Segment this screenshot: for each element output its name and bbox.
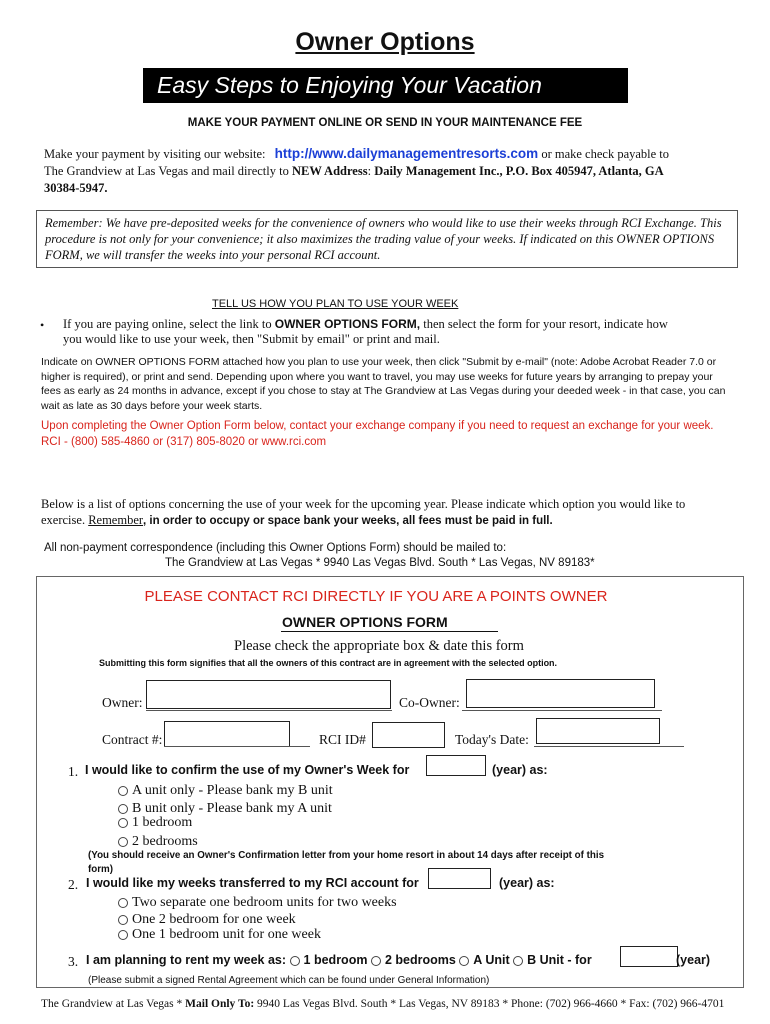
page-title: Owner Options bbox=[295, 28, 475, 56]
banner: Easy Steps to Enjoying Your Vacation bbox=[143, 68, 628, 103]
subheading: MAKE YOUR PAYMENT ONLINE OR SEND IN YOUR MAINTENANCE FEE bbox=[187, 117, 583, 129]
contract-input[interactable] bbox=[164, 721, 290, 747]
q2-suffix: (year) as: bbox=[499, 876, 555, 890]
rci-id-input[interactable] bbox=[372, 722, 445, 748]
q3-note: (Please submit a signed Rental Agreement which can be found under General Information) bbox=[88, 975, 490, 986]
footer-text: 9940 Las Vegas Blvd. South * Las Vegas, NV 89183 * Phone: (702) 966-4660 * Fax: (702) 966-4701 bbox=[257, 998, 725, 1010]
radio-icon[interactable] bbox=[459, 956, 469, 966]
q2-option-2-bedroom[interactable] bbox=[118, 912, 296, 928]
red-line: Upon completing the Owner Option Form below, contact your exchange company if you need to request an exchange for your week. bbox=[41, 420, 714, 432]
usage-paragraph bbox=[41, 355, 725, 413]
option-label: B Unit - for bbox=[527, 953, 592, 967]
q3-year-input[interactable] bbox=[620, 946, 678, 967]
option-label: A unit only - Please bank my B unit bbox=[132, 783, 333, 798]
q2-text: I would like my weeks transferred to my RCI account for bbox=[86, 876, 419, 890]
payment-prefix: Make your payment by visiting our website: bbox=[44, 147, 266, 161]
new-address-label: NEW Address bbox=[291, 164, 368, 178]
bullet-line-1 bbox=[63, 317, 668, 332]
footer-mail-only: Mail Only To: bbox=[185, 998, 255, 1010]
q1-option-1-bedroom[interactable] bbox=[118, 815, 192, 831]
date-input[interactable] bbox=[536, 718, 660, 744]
para-line: higher is required), or print and send. Depending upon where you want to travel, you may use weeks for future years by arranging to prepay your bbox=[41, 370, 713, 383]
q3-suffix: (year) bbox=[676, 953, 711, 967]
owner-underline bbox=[146, 710, 392, 711]
q2-option-two-units[interactable] bbox=[118, 895, 397, 911]
option-label: B unit only - Please bank my A unit bbox=[132, 801, 332, 816]
intro-text: exercise. bbox=[41, 513, 86, 527]
website-link[interactable]: http://www.dailymanagementresorts.com bbox=[274, 146, 539, 161]
option-label: 2 bedrooms bbox=[384, 953, 456, 967]
reminder-line: procedure is not only for your convenience; it also maximizes the trading value of your weeks. If indicated on this OWNER OPTIONS bbox=[45, 232, 715, 246]
radio-icon[interactable] bbox=[118, 930, 128, 940]
q1-option-2-bedrooms[interactable] bbox=[118, 834, 198, 850]
radio-icon[interactable] bbox=[513, 956, 523, 966]
q1-year-input[interactable] bbox=[426, 755, 486, 776]
option-label: 2 bedrooms bbox=[132, 834, 198, 849]
note-line: (You should receive an Owner's Confirmation letter from your home resort in about 14 days after receipt of this bbox=[88, 850, 605, 861]
footer bbox=[41, 998, 724, 1010]
zip: 30384-5947. bbox=[44, 181, 108, 195]
para-line: Indicate on OWNER OPTIONS FORM attached how you plan to use your week, then click "Submit by e-mail" (note: Adobe Acrobat Reader 7.0 or bbox=[41, 356, 717, 368]
date-underline bbox=[534, 746, 684, 747]
address: Daily Management Inc., P.O. Box 405947, Atlanta, GA bbox=[374, 164, 664, 178]
bullet: • bbox=[40, 318, 45, 332]
owner-input[interactable] bbox=[146, 680, 391, 709]
option-label: 1 bedroom bbox=[303, 953, 368, 967]
q3-option-a-unit[interactable] bbox=[459, 953, 509, 967]
coowner-input[interactable] bbox=[466, 679, 655, 708]
option-label: 1 bedroom bbox=[132, 815, 193, 830]
form-agreement: Submitting this form signifies that all the owners of this contract are in agreement with the selected option. bbox=[99, 658, 558, 668]
q3-text: I am planning to rent my week as: bbox=[86, 953, 287, 967]
form-title: OWNER OPTIONS FORM bbox=[282, 614, 448, 630]
radio-icon[interactable] bbox=[118, 915, 128, 925]
para-line: wait as late as 30 days before your week starts. bbox=[41, 399, 263, 412]
payment-line-1 bbox=[44, 146, 669, 162]
rci-id-label: RCI ID# bbox=[319, 732, 366, 747]
reminder-line: Remember: We have pre-deposited weeks for the convenience of owners who would like to use their weeks through RCI Exchange. This bbox=[45, 216, 722, 230]
radio-icon[interactable] bbox=[290, 956, 300, 966]
coowner-label: Co-Owner: bbox=[399, 695, 460, 710]
form-title-underline bbox=[281, 631, 498, 632]
q1-note bbox=[88, 849, 604, 877]
contract-label: Contract #: bbox=[102, 732, 163, 747]
owner-options-link[interactable]: OWNER OPTIONS FORM, bbox=[274, 317, 421, 331]
q1-number: 1. bbox=[68, 764, 79, 779]
radio-icon[interactable] bbox=[371, 956, 381, 966]
radio-icon[interactable] bbox=[118, 898, 128, 908]
q1-option-a-unit[interactable] bbox=[118, 783, 333, 799]
q3-option-b-unit[interactable] bbox=[513, 953, 592, 967]
q3-row bbox=[86, 953, 592, 967]
payment-line-2: The Grandview at Las Vegas and mail directly to NEW Address: Daily Management Inc., P.O. Box 405947, Atlanta, GA bbox=[44, 164, 664, 178]
q3-option-1-bedroom[interactable] bbox=[290, 953, 368, 967]
usage-heading: TELL US HOW YOU PLAN TO USE YOUR WEEK bbox=[212, 298, 459, 310]
remember-label: Remember bbox=[88, 513, 144, 527]
contract-underline bbox=[164, 746, 310, 747]
reminder-line: FORM, we will transfer the weeks into your personal RCI account. bbox=[45, 248, 381, 262]
options-intro-1: Below is a list of options concerning the use of your week for the upcoming year. Please indicate which option you would like to bbox=[41, 497, 686, 511]
form-instruction: Please check the appropriate box & date this form bbox=[234, 638, 524, 654]
note-line: form) bbox=[88, 864, 114, 875]
points-notice: PLEASE CONTACT RCI DIRECTLY IF YOU ARE A POINTS OWNER bbox=[144, 588, 608, 605]
radio-icon[interactable] bbox=[118, 818, 128, 828]
option-label: One 1 bedroom unit for one week bbox=[132, 927, 321, 942]
fees-notice: , in order to occupy or space bank your weeks, all fees must be paid in full. bbox=[143, 515, 553, 527]
bullet-text: If you are paying online, select the link to bbox=[63, 317, 272, 331]
q3-number: 3. bbox=[68, 954, 79, 969]
q1-suffix: (year) as: bbox=[492, 763, 548, 777]
radio-icon[interactable] bbox=[118, 786, 128, 796]
radio-icon[interactable] bbox=[118, 837, 128, 847]
owner-label: Owner: bbox=[102, 695, 143, 710]
exchange-notice bbox=[41, 418, 714, 450]
footer-text: The Grandview at Las Vegas * bbox=[41, 998, 183, 1010]
option-label: A Unit bbox=[473, 953, 510, 967]
reminder-box bbox=[36, 210, 738, 268]
options-intro-2 bbox=[41, 513, 553, 528]
q3-option-2-bedrooms[interactable] bbox=[371, 953, 456, 967]
coowner-underline bbox=[462, 710, 662, 711]
bullet-text: then select the form for your resort, indicate how bbox=[423, 317, 668, 331]
q1-text: I would like to confirm the use of my Owner's Week for bbox=[85, 763, 410, 777]
q2-option-1-bedroom[interactable] bbox=[118, 927, 321, 943]
para-line: fees as early as 24 months in advance, except if you chose to stay at The Grandview at Las Vegas during your deeded week - in that case, you can bbox=[41, 385, 726, 398]
q2-number: 2. bbox=[68, 877, 79, 892]
payment-suffix: or make check payable to bbox=[541, 147, 670, 161]
option-label: One 2 bedroom for one week bbox=[132, 912, 296, 927]
bullet-line-2: you would like to use your week, then "Submit by email" or print and mail. bbox=[63, 332, 440, 346]
rci-contact[interactable]: RCI - (800) 585-4860 or (317) 805-8020 or www.rci.com bbox=[41, 436, 327, 448]
date-label: Today's Date: bbox=[455, 732, 529, 747]
q2-year-input[interactable] bbox=[428, 868, 491, 889]
mailing-line-1: All non-payment correspondence (including this Owner Options Form) should be mailed to: bbox=[44, 542, 507, 554]
option-label: Two separate one bedroom units for two weeks bbox=[132, 895, 397, 910]
payment-line2-prefix: The Grandview at Las Vegas and mail directly to bbox=[44, 164, 289, 178]
radio-icon[interactable] bbox=[118, 804, 128, 814]
mailing-address: The Grandview at Las Vegas * 9940 Las Vegas Blvd. South * Las Vegas, NV 89183* bbox=[165, 557, 595, 569]
